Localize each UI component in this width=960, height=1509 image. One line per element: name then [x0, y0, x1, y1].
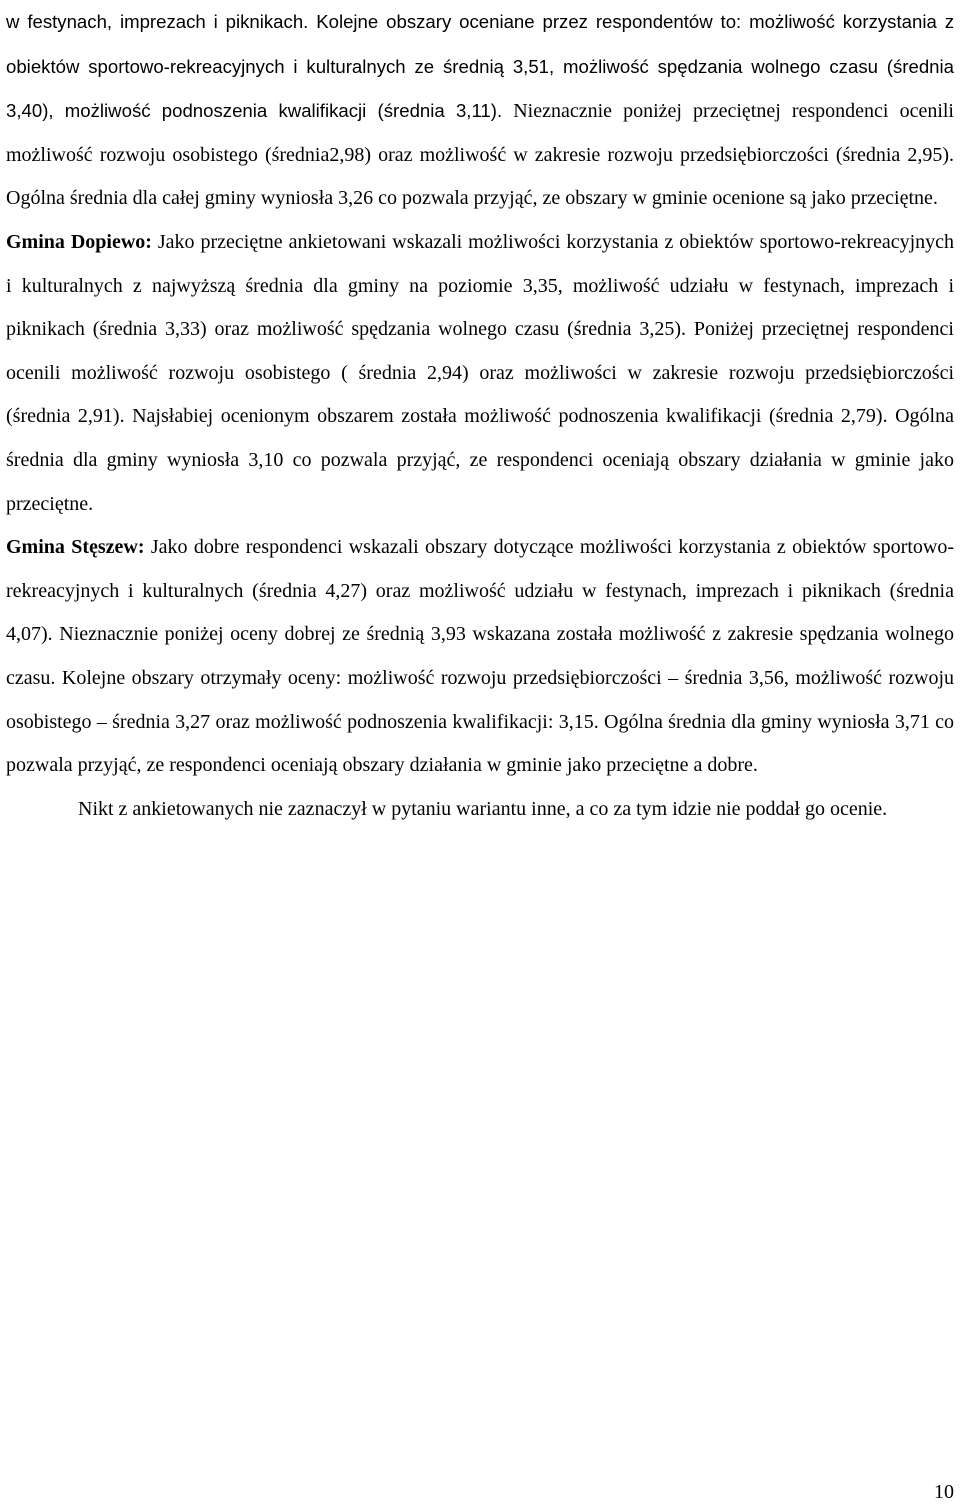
paragraph-body-closing: Nikt z ankietowanych nie zaznaczył w pytaniu wariantu inne, a co za tym idzie nie poddał go ocenie.: [78, 797, 888, 820]
paragraph-lead-dopiewo: Gmina Dopiewo:: [6, 230, 152, 253]
paragraph-closing-note: [6, 788, 954, 832]
paragraph-body-steszew: Jako dobre respondenci wskazali obszary dotyczące możliwości korzystania z obiektów sportowo-rekreacyjnych i kulturalnych (średnia 4,27) oraz możliwość udziału w festynach, imprezach i piknikach (średnia 4,07). Nieznacznie poniżej oceny dobrej ze średnią 3,93 wskazana została możliwość z zakresie spędzania wolnego czasu. Kolejne obszary otrzymały oceny: możliwość rozwoju przedsiębiorczości – średnia 3,56, możliwość rozwoju osobistego – średnia 3,27 oraz możliwość podnoszenia kwalifikacji: 3,15. Ogólna średnia dla gminy wyniosła 3,71 co pozwala przyjąć, ze respondenci oceniają obszary działania w gminie jako przeciętne a dobre.: [6, 536, 955, 777]
document-page: [6, 0, 954, 831]
paragraph-gmina-steszew: [6, 526, 954, 788]
paragraph-lead-steszew: Gmina Stęszew:: [6, 536, 145, 559]
paragraph-body-dopiewo: Jako przeciętne ankietowani wskazali możliwości korzystania z obiektów sportowo-rekreacyjnych i kulturalnych z najwyższą średnia dla gminy na poziomie 3,35, możliwość udziału w festynach, imprezach i piknikach (średnia 3,33) oraz możliwość spędzania wolnego czasu (średnia 3,25). Poniżej przeciętnej respondenci ocenili możliwość rozwoju osobistego ( średnia 2,94) oraz możliwości w zakresie rozwoju przedsiębiorczości (średnia 2,91). Najsłabiej ocenionym obszarem została możliwość podnoszenia kwalifikacji (średnia 2,79). Ogólna średnia dla gminy wyniosła 3,10 co pozwala przyjąć, ze respondenci oceniają obszary działania w gminie jako przeciętne.: [6, 230, 955, 515]
page-number: 10: [934, 1481, 954, 1503]
paragraph-sans-segment: w festynach, imprezach i piknikach. Kolejne obszary oceniane przez respondentów to: możliwość korzystania z obiektów sportowo-rekreacyjnych i kulturalnych ze średnią 3,51, możliwość spędzania wolnego czasu (średnia 3,40), możliwość podnoszenia kwalifikacji (średnia 3,11).: [6, 11, 954, 122]
paragraph-summary-continued: [6, 0, 954, 221]
paragraph-serif-segment: Nieznacznie poniżej przeciętnej respondenci ocenili możliwość rozwoju osobistego (średnia2,98) oraz możliwość w zakresie rozwoju przedsiębiorczości (średnia 2,95). Ogólna średnia dla całej gminy wyniosła 3,26 co pozwala przyjąć, ze obszary w gminie ocenione są jako przeciętne.: [6, 100, 954, 210]
paragraph-gmina-dopiewo: [6, 221, 954, 526]
